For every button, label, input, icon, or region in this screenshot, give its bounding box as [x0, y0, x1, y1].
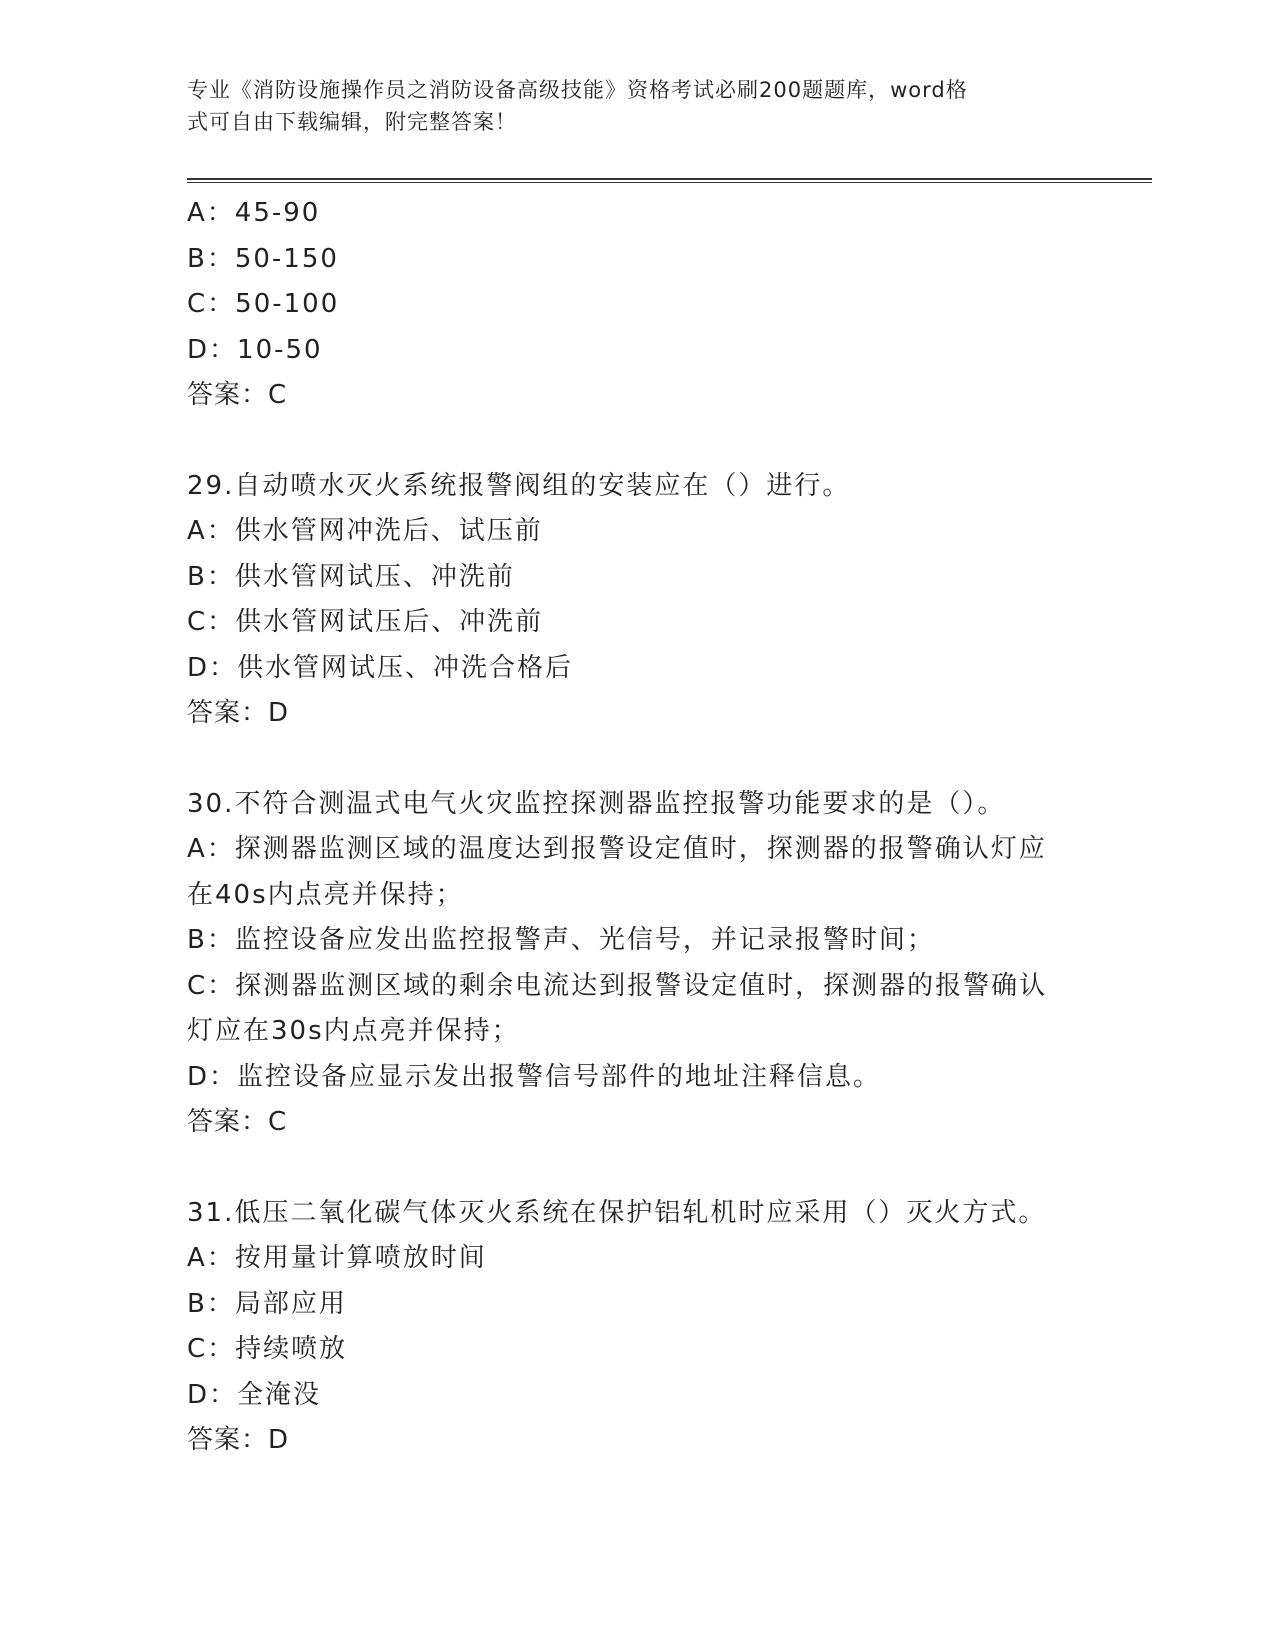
question-block-30 — [187, 782, 1087, 1146]
question-block-prev — [187, 191, 1087, 419]
option-d: D：10-50 — [187, 334, 323, 365]
option-b: B：监控设备应发出监控报警声、光信号，并记录报警时间； — [187, 925, 935, 955]
option-a: A：按用量计算喷放时间 — [187, 1243, 487, 1273]
answer-line: 答案：D — [187, 698, 290, 728]
spacer — [187, 419, 1087, 464]
question-block-31 — [187, 1191, 1087, 1464]
question-stem: 31.低压二氧化碳气体灭火系统在保护铝轧机时应采用（）灭火方式。 — [187, 1197, 1047, 1228]
option-a: A：探测器监测区域的温度达到报警设定值时，探测器的报警确认灯应 — [187, 834, 1047, 864]
question-block-29 — [187, 464, 1087, 737]
option-c-continued: 灯应在30s内点亮并保持； — [187, 1016, 520, 1046]
option-a: A：供水管网冲洗后、试压前 — [187, 516, 543, 546]
spacer — [187, 1146, 1087, 1191]
header-line-1: 专业《消防设施操作员之消防设备高级技能》资格考试必刷200题题库，word格 — [187, 78, 968, 102]
spacer — [187, 737, 1087, 782]
answer-line: 答案：C — [187, 1107, 288, 1137]
option-c: C：50-100 — [187, 289, 340, 319]
answer-line: 答案：C — [187, 380, 288, 410]
question-list — [187, 191, 1087, 1464]
document-header — [187, 74, 1067, 138]
option-a-continued: 在40s内点亮并保持； — [187, 879, 464, 910]
option-d: D：供水管网试压、冲洗合格后 — [187, 652, 574, 683]
answer-line: 答案：D — [187, 1425, 290, 1455]
option-b: B：50-150 — [187, 243, 339, 274]
question-stem: 29.自动喷水灭火系统报警阀组的安装应在（）进行。 — [187, 470, 851, 501]
option-d: D：监控设备应显示发出报警信号部件的地址注释信息。 — [187, 1061, 882, 1092]
header-divider — [187, 178, 1152, 183]
option-a: A：45-90 — [187, 198, 321, 228]
option-d: D：全淹没 — [187, 1379, 322, 1410]
header-line-2: 式可自由下载编辑，附完整答案！ — [187, 110, 517, 134]
question-stem: 30.不符合测温式电气火灾监控探测器监控报警功能要求的是（）。 — [187, 788, 1006, 819]
option-c: C：供水管网试压后、冲洗前 — [187, 607, 544, 637]
option-b: B：供水管网试压、冲洗前 — [187, 561, 515, 592]
option-c: C：探测器监测区域的剩余电流达到报警设定值时，探测器的报警确认 — [187, 970, 1048, 1001]
option-c: C：持续喷放 — [187, 1334, 348, 1364]
option-b: B：局部应用 — [187, 1288, 347, 1319]
